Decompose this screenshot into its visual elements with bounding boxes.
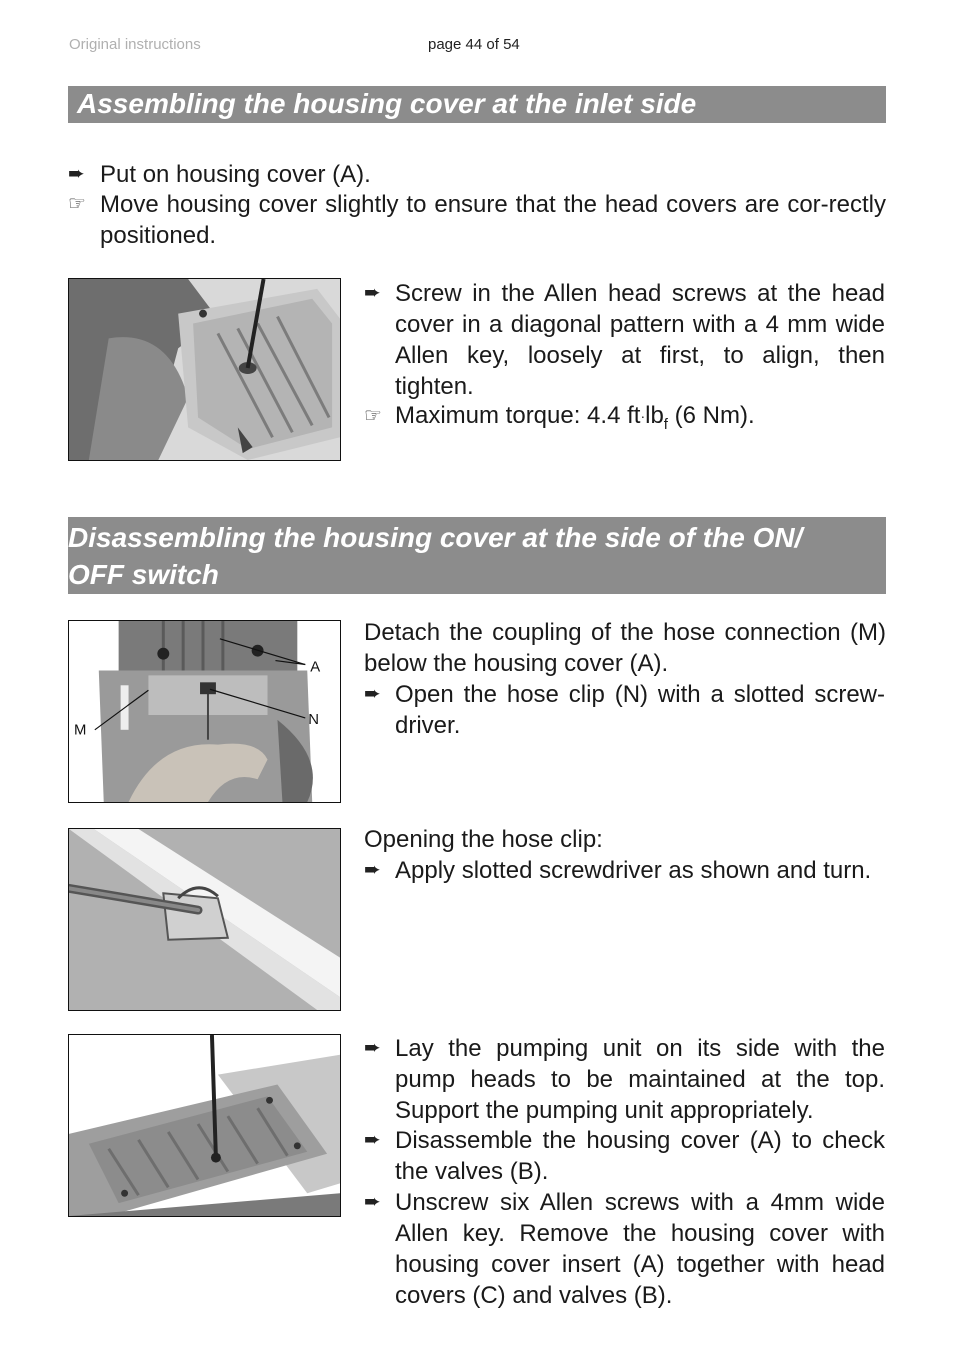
- detach-coupling-text: Detach the coupling of the hose connection (M) below the housing cover (A).: [364, 619, 886, 677]
- label-a: A: [310, 659, 321, 676]
- note-move-cover: [100, 189, 886, 251]
- arrow-bullet-icon: ➨: [364, 1037, 381, 1059]
- step-disassemble-cover: Disassemble the housing cover (A) to check the valves (B).: [395, 1127, 885, 1185]
- photo-opening-hose-clip: [68, 828, 341, 1011]
- torque-sub: f: [663, 415, 668, 433]
- hand-pointer-icon: ☞: [364, 405, 382, 427]
- page-number: page 44 of 54: [428, 36, 520, 53]
- arrow-bullet-icon: ➨: [364, 1191, 381, 1213]
- step-screw-allen: Screw in the Allen head screws at the head cover in a diagonal pattern with a 4 mm wide Allen key, loosely at first, to align, then tighten.: [395, 280, 885, 400]
- step-apply-screwdriver: Apply slotted screwdriver as shown and turn.: [395, 857, 872, 884]
- label-n: N: [308, 711, 319, 728]
- step-open-hose-clip: Open the hose clip (N) with a slotted screw-driver.: [395, 681, 885, 739]
- step-unscrew-six-screws: Unscrew six Allen screws with a 4mm wide Allen key. Remove the housing cover with housing cover insert (A) together with head covers (C) and valves (B).: [395, 1189, 885, 1309]
- arrow-bullet-icon: ➨: [68, 163, 85, 185]
- arrow-bullet-icon: ➨: [364, 282, 381, 304]
- section-title-disassembling: Disassembling the housing cover at the side of the ON/ OFF switch: [68, 517, 886, 594]
- arrow-bullet-icon: ➨: [364, 859, 381, 881]
- photo-hose-connection: [68, 620, 341, 803]
- hand-pointer-icon: ☞: [68, 193, 86, 215]
- arrow-bullet-icon: ➨: [364, 683, 381, 705]
- opening-hose-clip-title: Opening the hose clip:: [364, 826, 603, 853]
- torque-text: Maximum torque: 4.4 ft: [395, 402, 641, 429]
- torque-dot: ·: [640, 408, 646, 424]
- section-title-assembling: Assembling the housing cover at the inlet side: [68, 86, 886, 123]
- torque-lb: lb: [645, 402, 664, 429]
- note-max-torque: [395, 400, 755, 440]
- note-move-cover-text: Move housing cover slightly to ensure that the head covers are cor-rectly positioned.: [100, 191, 886, 249]
- label-m: M: [73, 722, 87, 739]
- step-lay-pumping-unit: Lay the pumping unit on its side with the pump heads to be maintained at the top. Support the pumping unit appropriately.: [395, 1035, 885, 1124]
- arrow-bullet-icon: ➨: [364, 1129, 381, 1151]
- torque-value: (6 Nm).: [667, 402, 755, 429]
- photo-unscrew-housing-cover: [68, 1034, 341, 1217]
- photo-screwing-head-cover: [68, 278, 341, 461]
- step-put-on-cover: Put on housing cover (A).: [100, 161, 371, 188]
- header-original-instructions: Original instructions: [69, 36, 201, 53]
